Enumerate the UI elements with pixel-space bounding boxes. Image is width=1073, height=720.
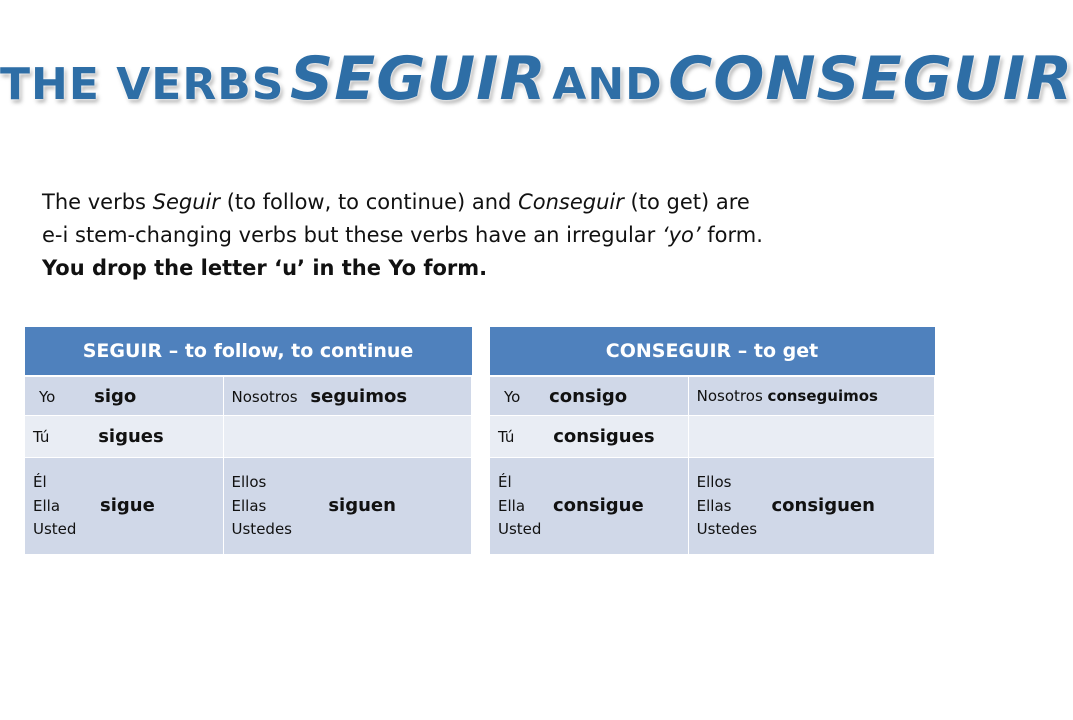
seguir-tu-cell: [25, 416, 224, 458]
table-row: [490, 416, 935, 458]
intro-line-1: [42, 186, 932, 219]
intro-rule: You drop the letter ‘u’ in the Yo form.: [42, 256, 488, 280]
intro-text: e-i stem-changing verbs but these verbs have an irregular: [42, 223, 662, 247]
intro-text: (to follow, to continue) and: [220, 190, 519, 214]
conseguir-table: [489, 327, 935, 555]
pronoun-tu: Tú: [33, 428, 50, 446]
title-seguir: SEGUIR: [290, 44, 547, 114]
table-row: [25, 458, 472, 555]
pronoun-el: Él: [498, 473, 512, 491]
conseguir-third-plural-cell: [688, 458, 934, 555]
pronoun-ella: Ella: [498, 497, 526, 515]
conseguir-nosotros-cell: [688, 376, 934, 416]
pronoun-ellas: Ellas: [696, 497, 732, 515]
verb-sigues: sigues: [98, 426, 164, 447]
slide-title: [0, 44, 1073, 114]
table-row: [25, 376, 472, 416]
pronoun-yo: Yo: [39, 387, 56, 406]
pronoun-yo: Yo: [504, 387, 521, 406]
pronoun-ustedes: Ustedes: [696, 520, 758, 538]
title-the-verbs: THE VERBS: [0, 59, 285, 110]
verb-consiguen: consiguen: [771, 495, 875, 516]
table-row: [490, 376, 935, 416]
intro-seguir: Seguir: [152, 190, 221, 214]
intro-yo: ‘yo’: [661, 223, 701, 247]
pronoun-stack: [232, 471, 463, 541]
pronoun-nosotros: Nosotros: [696, 387, 763, 405]
pronoun-ellos: Ellos: [696, 473, 732, 491]
seguir-table: [24, 327, 472, 555]
conseguir-third-singular-cell: [490, 458, 689, 555]
verb-sigo: sigo: [94, 385, 137, 407]
seguir-nosotros-cell: [223, 376, 471, 416]
intro-text: form.: [700, 223, 763, 247]
conseguir-table-header: CONSEGUIR – to get: [490, 327, 935, 376]
verb-siguen: siguen: [328, 495, 396, 516]
conseguir-tu-cell: [490, 416, 689, 458]
intro-paragraph: [42, 186, 932, 285]
conseguir-empty-cell: [688, 416, 934, 458]
seguir-yo-cell: [25, 376, 224, 416]
seguir-empty-cell: [223, 416, 471, 458]
table-row: [490, 458, 935, 555]
pronoun-usted: Usted: [498, 520, 542, 538]
title-and: AND: [552, 59, 663, 110]
intro-text: The verbs: [42, 190, 153, 214]
verb-sigue: sigue: [100, 495, 155, 516]
pronoun-stack: [498, 471, 680, 541]
seguir-third-plural-cell: [223, 458, 471, 555]
seguir-table-header: SEGUIR – to follow, to continue: [25, 327, 472, 376]
intro-conseguir: Conseguir: [518, 190, 624, 214]
seguir-third-singular-cell: [25, 458, 224, 555]
verb-consigues: consigues: [553, 426, 655, 447]
pronoun-stack: [33, 471, 215, 541]
verb-consigue: consigue: [553, 495, 644, 516]
pronoun-ella: Ella: [33, 497, 61, 515]
pronoun-stack: [697, 471, 926, 541]
pronoun-ellas: Ellas: [231, 497, 267, 515]
pronoun-tu: Tú: [498, 428, 515, 446]
verb-consigo: consigo: [549, 385, 628, 407]
table-row: [25, 416, 472, 458]
pronoun-ellos: Ellos: [231, 473, 267, 491]
title-conseguir: CONSEGUIR: [668, 44, 1073, 114]
pronoun-el: Él: [33, 473, 47, 491]
intro-text: (to get) are: [623, 190, 750, 214]
pronoun-usted: Usted: [33, 520, 77, 538]
conseguir-yo-cell: [490, 376, 689, 416]
pronoun-ustedes: Ustedes: [231, 520, 292, 538]
verb-conseguimos: conseguimos: [767, 387, 878, 405]
verb-seguimos: seguimos: [310, 385, 408, 407]
intro-line-2: [42, 219, 932, 252]
pronoun-nosotros: Nosotros: [231, 387, 298, 406]
